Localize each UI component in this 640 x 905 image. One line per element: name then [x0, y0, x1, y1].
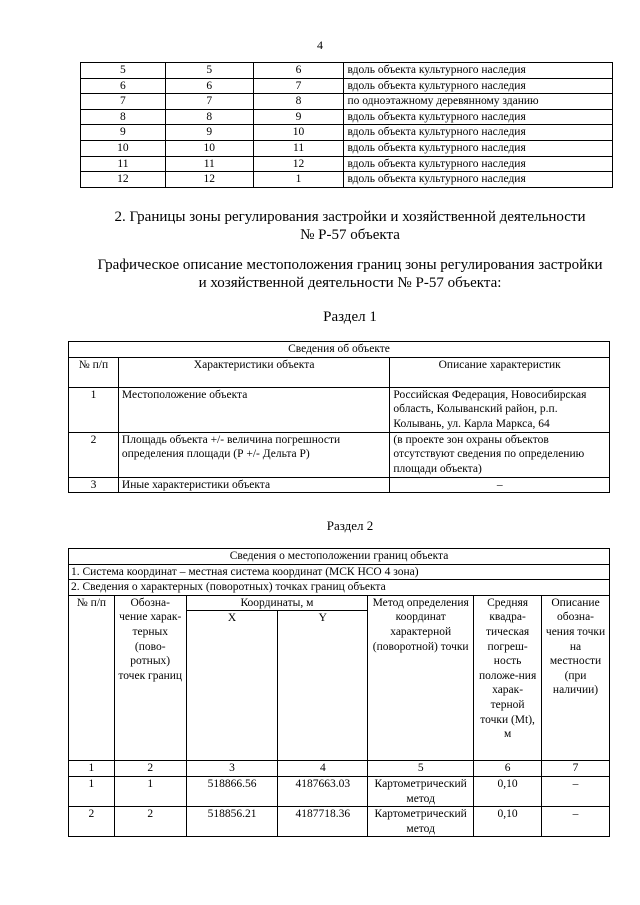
segment-start: 10: [165, 140, 253, 156]
table-row: [81, 63, 613, 79]
colnum: 6: [474, 761, 542, 777]
zone-heading-line2: № Р-57 объекта: [300, 227, 400, 243]
segment-end: 7: [253, 78, 344, 94]
column-numbers-row: [69, 761, 610, 777]
point-y: 4187663.03: [278, 776, 368, 806]
header-method: Метод определения координат характерной (поворотной) точки: [368, 595, 474, 761]
row1-characteristic: Местоположение объекта: [118, 387, 389, 432]
object-info-table: [68, 341, 610, 493]
row1-description: Российская Федерация, Новосибирская область, Колыванский район, р.п. Колывань, ул. Карла Маркса, 64: [390, 387, 610, 432]
object-info-caption: Сведения об объекте: [69, 342, 610, 358]
graphic-heading-line1: Графическое описание местоположения границ зоны регулирования застройки: [97, 257, 603, 273]
segment-num: 9: [81, 125, 166, 141]
segment-description: вдоль объекта культурного наследия: [344, 63, 613, 79]
point-row: [69, 807, 610, 837]
row3-characteristic: Иные характеристики объекта: [118, 477, 389, 493]
row3-num: 3: [69, 477, 119, 493]
segment-description: по одноэтажному деревянному зданию: [344, 94, 613, 110]
table-row: [81, 78, 613, 94]
point-description: –: [542, 807, 610, 837]
table-row: [81, 94, 613, 110]
point-row: [69, 776, 610, 806]
row2-num: 2: [69, 432, 119, 477]
boundary-points-table: [68, 548, 610, 837]
point-num: 1: [69, 776, 115, 806]
zone-heading-line1: 2. Границы зоны регулирования застройки и хозяйственной деятельности: [114, 209, 586, 225]
header-point-description: Описание обозна-чения точки на местности (при наличии): [542, 595, 610, 761]
row2-characteristic: Площадь объекта +/- величина погрешности определения площади (Р +/- Дельта Р): [118, 432, 389, 477]
point-error: 0,10: [474, 807, 542, 837]
table-row: [81, 125, 613, 141]
segment-end: 8: [253, 94, 344, 110]
segment-end: 12: [253, 156, 344, 172]
segment-start: 11: [165, 156, 253, 172]
header-designation: Обозна-чение харак-терных (пово-ротных) точек границ: [114, 595, 186, 761]
segment-description: вдоль объекта культурного наследия: [344, 156, 613, 172]
header-coordinates: Координаты, м: [186, 595, 368, 611]
section2-title: Раздел 2: [326, 518, 374, 533]
segment-start: 12: [165, 172, 253, 188]
segment-end: 10: [253, 125, 344, 141]
segment-num: 11: [81, 156, 166, 172]
point-method: Картометрический метод: [368, 776, 474, 806]
segment-description: вдоль объекта культурного наследия: [344, 109, 613, 125]
zone-heading: [60, 208, 640, 244]
segment-start: 7: [165, 94, 253, 110]
point-designation: 1: [114, 776, 186, 806]
row1-num: 1: [69, 387, 119, 432]
point-designation: 2: [114, 807, 186, 837]
colnum: 4: [278, 761, 368, 777]
section1-title: Раздел 1: [323, 309, 377, 325]
header-characteristics: Характеристики объекта: [118, 357, 389, 387]
segment-description: вдоль объекта культурного наследия: [344, 125, 613, 141]
segment-num: 12: [81, 172, 166, 188]
graphic-description-heading: [60, 256, 640, 292]
coordinate-system-line: 1. Система координат – местная система координат (МСК НСО 4 зона): [69, 564, 610, 580]
colnum: 1: [69, 761, 115, 777]
segment-end: 11: [253, 140, 344, 156]
colnum: 5: [368, 761, 474, 777]
segment-start: 8: [165, 109, 253, 125]
header-error: Средняя квадра-тическая погреш-ность положе-ния харак-терной точки (Mt), м: [474, 595, 542, 761]
row3-description: –: [390, 477, 610, 493]
boundary-segments-table: [80, 62, 613, 188]
header-num: № п/п: [69, 357, 119, 387]
colnum: 2: [114, 761, 186, 777]
table-row: [81, 109, 613, 125]
table-row: [81, 140, 613, 156]
table-row: [81, 156, 613, 172]
colnum: 3: [186, 761, 278, 777]
points-info-line: 2. Сведения о характерных (поворотных) точках границ объекта: [69, 580, 610, 596]
segment-num: 6: [81, 78, 166, 94]
point-method: Картометрический метод: [368, 807, 474, 837]
segment-start: 6: [165, 78, 253, 94]
segment-description: вдоль объекта культурного наследия: [344, 140, 613, 156]
point-x: 518856.21: [186, 807, 278, 837]
point-y: 4187718.36: [278, 807, 368, 837]
header-x: X: [186, 611, 278, 761]
segment-description: вдоль объекта культурного наследия: [344, 78, 613, 94]
segment-num: 5: [81, 63, 166, 79]
header-point-num: № п/п: [69, 595, 115, 761]
header-description: Описание характеристик: [390, 357, 610, 387]
segment-num: 7: [81, 94, 166, 110]
point-error: 0,10: [474, 776, 542, 806]
segment-description: вдоль объекта культурного наследия: [344, 172, 613, 188]
point-num: 2: [69, 807, 115, 837]
segment-num: 8: [81, 109, 166, 125]
page-number: 4: [317, 38, 323, 52]
points-caption: Сведения о местоположении границ объекта: [69, 549, 610, 565]
table-row: [81, 172, 613, 188]
header-y: Y: [278, 611, 368, 761]
segment-end: 9: [253, 109, 344, 125]
segment-end: 1: [253, 172, 344, 188]
graphic-heading-line2: и хозяйственной деятельности № Р-57 объекта:: [198, 275, 502, 291]
segment-start: 9: [165, 125, 253, 141]
row2-description: (в проекте зон охраны объектов отсутствуют сведения по определению площади объекта): [390, 432, 610, 477]
point-description: –: [542, 776, 610, 806]
point-x: 518866.56: [186, 776, 278, 806]
segment-num: 10: [81, 140, 166, 156]
colnum: 7: [542, 761, 610, 777]
segment-start: 5: [165, 63, 253, 79]
segment-end: 6: [253, 63, 344, 79]
